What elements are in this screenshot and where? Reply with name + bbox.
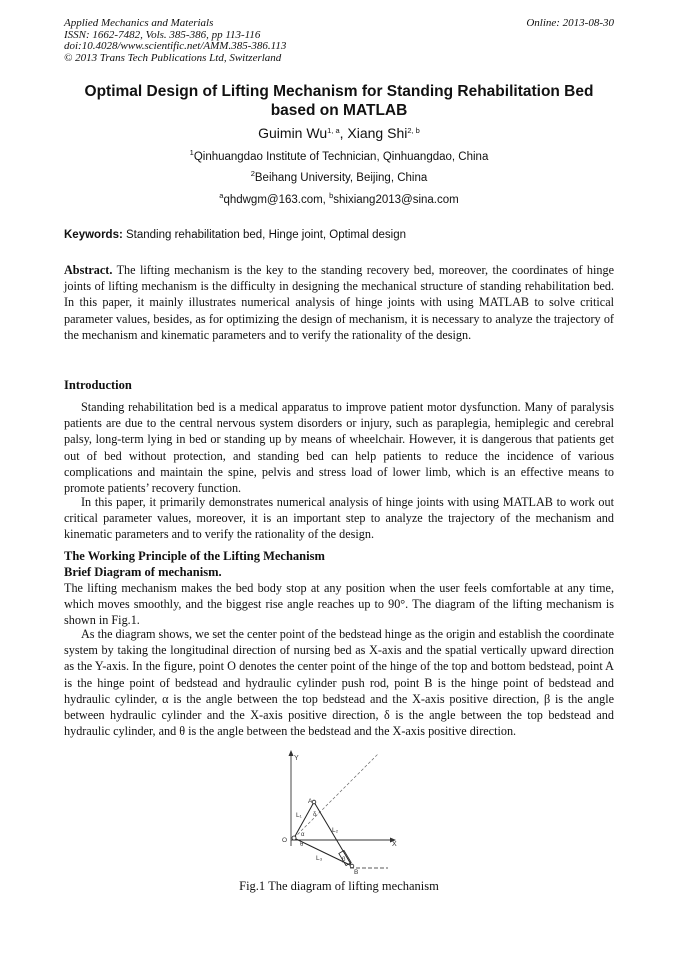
issn-line: ISSN: 1662-7482, Vols. 385-386, pp 113-116 <box>64 28 261 41</box>
figure-caption: Fig.1 The diagram of lifting mechanism <box>239 879 439 893</box>
abstract-label: Abstract. <box>64 263 113 277</box>
keywords-text: Standing rehabilitation bed, Hinge joint, Optimal design <box>122 229 407 241</box>
affiliation-marker: 2 <box>250 169 255 178</box>
email-a: qhdwgm@163.com, <box>223 194 330 206</box>
introduction-heading: Introduction <box>64 378 132 392</box>
author-line <box>64 124 614 142</box>
introduction-paragraph-2: In this paper, it primarily demonstrates numerical analysis of hinge joints with using MATLAB to work out critical parameter values, moreover, it is an important step to analyze the trajectory of the mechanism and kinematic parameters and to verify the rationality of the design. <box>64 495 614 542</box>
author-superscript: 1, a <box>327 126 340 135</box>
point-a <box>312 800 316 804</box>
l3-label: L₃ <box>316 855 323 862</box>
abstract <box>64 262 614 343</box>
keywords <box>64 228 406 242</box>
paper-title: Optimal Design of Lifting Mechanism for Standing Rehabilitation Bed based on MATLAB <box>84 83 594 119</box>
introduction-paragraph-1: Standing rehabilitation bed is a medical apparatus to improve patient motor dysfunction. Many of paralysis patients are due to the central nervous system disorders or injury, such as paraplegia, hemiplegic and cerebral palsy, long-term lying in bed or standing up by means of wheelchair. However, it is dangerous that patients get out of bed without protection, and standing bed can help patients to reduce the incidence of various complications and maintain the spine, pelvis and stress load of lower limb, which is an effective means to promote patients’ recovery function. <box>64 400 614 496</box>
email-marker: a <box>219 191 224 200</box>
delta-label: δ <box>313 812 317 818</box>
subsection-heading: Brief Diagram of mechanism. <box>64 565 222 579</box>
author-name: Xiang Shi <box>347 125 408 141</box>
origin-label: O <box>282 837 288 844</box>
abstract-text: The lifting mechanism is the key to the standing recovery bed, moreover, the coordinates of hinge joints of lifting mechanism is the difficulty in designing the mechanical structure of standing rehabilitation bed. In this paper, it mainly illustrates numerical analysis of hinge joints with using MATLAB to solve critical parameter values, besides, as for optimizing the design of mechanism, it is necessary to analyze the trajectory of the mechanism and kinematic parameters and to verify the rationality of the design. <box>64 263 614 342</box>
affiliation-text: Qinhuangdao Institute of Technician, Qinhuangdao, China <box>193 151 489 163</box>
email-line <box>64 193 614 207</box>
point-b <box>350 864 354 868</box>
keywords-label: Keywords: <box>64 229 123 241</box>
section-heading: The Working Principle of the Lifting Mechanism <box>64 549 325 563</box>
working-paragraph-2: As the diagram shows, we set the center point of the bedstead hinge as the origin and establish the coordinate system by taking the longitudinal direction of nursing bed as X-axis and the spatial vertically upward direction as the Y-axis. In the figure, point O denotes the center point of the hinge of the top and bottom bedstead, point A is the hinge point of bedstead and hydraulic cylinder push rod, point B is the hinge point of bedstead and hydraulic cylinder, α is the angle between the top bedstead and the X-axis positive direction, β is the angle between hydraulic cylinder and the X-axis positive direction, δ is the angle between the top bedstead and hydraulic cylinder, and θ is the angle between the bedstead and the X-axis positive direction. <box>64 627 614 739</box>
email-marker: b <box>329 191 334 200</box>
affiliation-2 <box>64 171 614 185</box>
point-a-label: A <box>308 798 313 805</box>
l1-label: L₁ <box>296 812 302 819</box>
origin-point <box>292 836 296 840</box>
bedstead-line <box>294 754 378 838</box>
alpha-label: α <box>301 832 305 838</box>
affiliation-marker: 1 <box>189 148 194 157</box>
author-superscript: 2, b <box>407 126 420 135</box>
email-b: shixiang2013@sina.com <box>333 194 459 206</box>
doi-line: doi:10.4028/www.scientific.net/AMM.385-386.113 <box>64 40 287 52</box>
y-axis-arrow <box>289 750 294 756</box>
copyright-line: © 2013 Trans Tech Publications Ltd, Switzerland <box>64 51 282 64</box>
affiliation-text: Beihang University, Beijing, China <box>254 172 428 184</box>
theta-label: θ <box>300 842 304 848</box>
affiliation-1 <box>64 150 614 164</box>
beta-label: β <box>342 857 346 863</box>
journal-name: Applied Mechanics and Materials <box>64 17 214 29</box>
l2-label: L₂ <box>332 827 339 834</box>
author-separator: , <box>339 125 348 141</box>
lifting-mechanism-diagram <box>270 748 410 876</box>
author-name: Guimin Wu <box>258 125 328 141</box>
journal-header <box>64 18 286 64</box>
online-date: Online: 2013-08-30 <box>526 17 614 29</box>
y-axis-label: Y <box>294 755 299 762</box>
x-axis-label: X <box>392 841 397 848</box>
working-paragraph-1: The lifting mechanism makes the bed body stop at any position when the user feels comfortable at any time, which moves smoothly, and the biggest rise angle reaches up to 90°. The diagram of the lifting mechanism is shown in Fig.1. <box>64 581 614 628</box>
point-b-label: B <box>354 869 359 876</box>
